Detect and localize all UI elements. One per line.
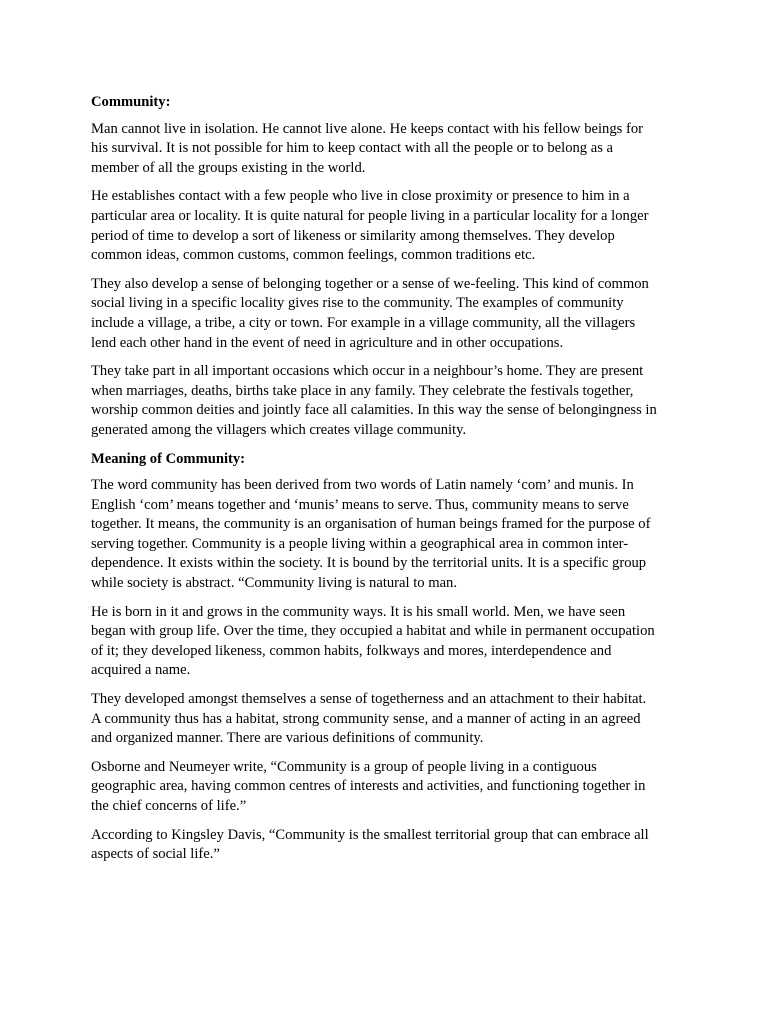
text-line: generated among the villagers which creates village community. xyxy=(91,421,467,438)
paragraph xyxy=(91,187,683,265)
text-line: dependence. It exists within the society. It is bound by the territorial units. It is a specific group xyxy=(91,555,647,572)
text-line: the chief concerns of life.” xyxy=(91,798,247,814)
text-line: They take part in all important occasions which occur in a neighbour’s home. They are present xyxy=(91,363,644,380)
text-line: serving together. Community is a people living within a geographical area in common inter- xyxy=(91,535,629,552)
text-line: began with group life. Over the time, they occupied a habitat and while in permanent occupation xyxy=(91,623,655,640)
text-line: member of all the groups existing in the world. xyxy=(91,159,366,176)
text-line: include a village, a tribe, a city or town. For example in a village community, all the villagers xyxy=(91,314,636,331)
section-heading: Meaning of Community: xyxy=(91,450,246,467)
text-line: aspects of social life.” xyxy=(91,846,220,863)
text-line: acquired a name. xyxy=(91,662,191,679)
text-line: of it; they developed likeness, common habits, folkways and mores, interdependence and xyxy=(91,642,612,659)
text-line: English ‘com’ means together and ‘munis’ means to serve. Thus, community means to serve xyxy=(91,496,629,513)
text-line: while society is abstract. “Community living is natural to man. xyxy=(91,575,457,592)
paragraph xyxy=(91,275,683,353)
text-line: and organized manner. There are various definitions of community. xyxy=(91,730,484,747)
text-line: when marriages, deaths, births take place in any family. They celebrate the festivals together, xyxy=(91,382,634,399)
text-line: period of time to develop a sort of likeness or similarity among themselves. They develop xyxy=(91,227,615,244)
paragraph xyxy=(91,826,683,865)
text-line: Man cannot live in isolation. He cannot live alone. He keeps contact with his fellow beings for xyxy=(91,120,643,137)
paragraph xyxy=(91,758,683,817)
paragraph xyxy=(91,603,683,681)
section-heading: Community: xyxy=(91,94,171,110)
paragraph xyxy=(91,362,683,440)
paragraph xyxy=(91,690,683,749)
text-line: The word community has been derived from two words of Latin namely ‘com’ and munis. In xyxy=(91,477,634,494)
text-line: lend each other hand in the event of need in agriculture and in other occupations. xyxy=(91,334,564,351)
text-line: Osborne and Neumeyer write, “Community is a group of people living in a contiguous xyxy=(91,758,597,775)
text-line: social living in a specific locality gives rise to the community. The examples of community xyxy=(91,295,624,312)
text-line: They developed amongst themselves a sense of togetherness and an attachment to their habitat. xyxy=(91,691,647,708)
text-line: According to Kingsley Davis, “Community is the smallest territorial group that can embrace all xyxy=(91,826,649,843)
text-line: common ideas, common customs, common feelings, common traditions etc. xyxy=(91,247,536,264)
text-line: He establishes contact with a few people who live in close proximity or presence to him in a xyxy=(91,188,630,205)
section-meaning-of-community xyxy=(91,450,683,865)
text-line: He is born in it and grows in the community ways. It is his small world. Men, we have seen xyxy=(91,603,626,620)
text-line: geographic area, having common centres of interests and activities, and functioning together in xyxy=(91,778,646,795)
text-line: particular area or locality. It is quite natural for people living in a particular locality for a longer xyxy=(91,207,649,224)
text-line: They also develop a sense of belonging together or a sense of we-feeling. This kind of common xyxy=(91,275,649,292)
text-line: his survival. It is not possible for him to keep contact with all the people or to belong as a xyxy=(91,140,614,157)
text-line: A community thus has a habitat, strong community sense, and a manner of acting in an agreed xyxy=(91,710,641,727)
text-line: together. It means, the community is an organisation of human beings framed for the purpose of xyxy=(91,516,651,533)
paragraph xyxy=(91,476,683,594)
document-page xyxy=(91,93,683,874)
paragraph xyxy=(91,120,683,179)
text-line: worship common deities and jointly face all calamities. In this way the sense of belongingness in xyxy=(91,402,657,419)
section-community xyxy=(91,93,683,441)
